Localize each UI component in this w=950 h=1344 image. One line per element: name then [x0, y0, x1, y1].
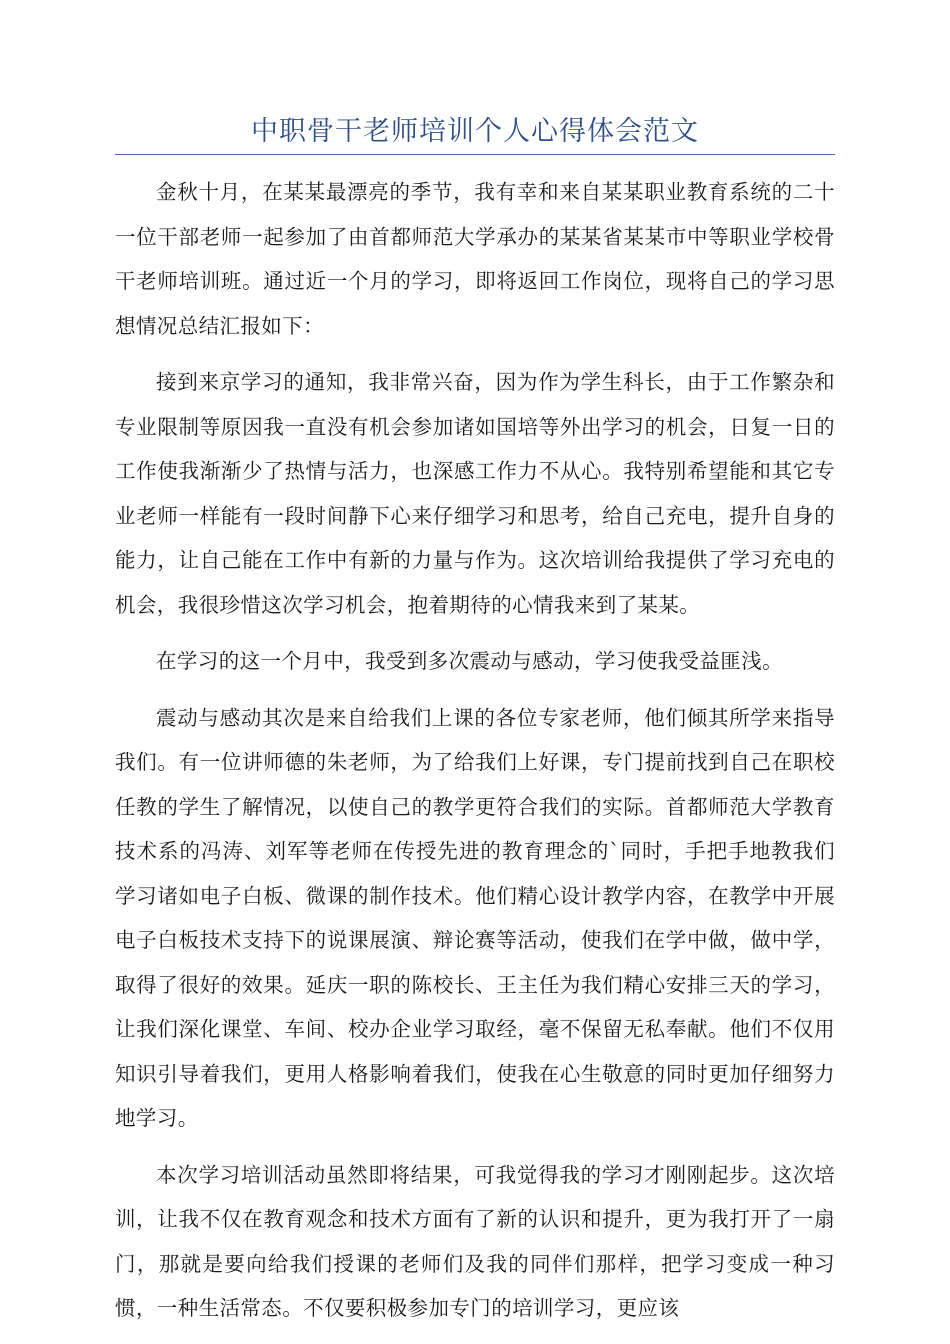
document-title: 中职骨干老师培训个人心得体会范文 — [251, 116, 699, 147]
document-body — [115, 170, 835, 1343]
paragraph-5: 本次学习培训活动虽然即将结果，可我觉得我的学习才刚刚起步。这次培训，让我不仅在教育观念和技术方面有了新的认识和提升，更为我打开了一扇门，那就是要向给我们授课的老师们及我的同伴们那样，把学习变成一种习惯，一种生活常态。不仅要积极参加专门的培训学习，更应该 — [115, 1162, 835, 1320]
paragraph-1: 金秋十月，在某某最漂亮的季节，我有幸和来自某某职业教育系统的二十一位干部老师一起参加了由首都师范大学承办的某某省某某市中等职业学校骨干老师培训班。通过近一个月的学习，即将返回工作岗位，现将自己的学习思想情况总结汇报如下： — [115, 180, 835, 338]
title-underline — [115, 154, 835, 155]
paragraph-3: 在学习的这一个月中，我受到多次震动与感动，学习使我受益匪浅。 — [156, 649, 783, 673]
paragraph-4: 震动与感动其次是来自给我们上课的各位专家老师，他们倾其所学来指导我们。有一位讲师德的朱老师，为了给我们上好课，专门提前找到自己在职校任教的学生了解情况，以使自己的教学更符合我们的实际。首都师范大学教育技术系的冯涛、刘军等老师在传授先进的教育理念的`同时，手把手地教我们学习诸如电子白板、微课的制作技术。他们精心设计教学内容，在教学中开展电子白板技术支持下的说课展演、辩论赛等活动，使我们在学中做，做中学，取得了很好的效果。延庆一职的陈校长、王主任为我们精心安排三天的学习，让我们深化课堂、车间、校办企业学习取经，毫不保留无私奉献。他们不仅用知识引导着我们，更用人格影响着我们，使我在心生敬意的同时更加仔细努力地学习。 — [115, 705, 835, 1130]
paragraph-2: 接到来京学习的通知，我非常兴奋，因为作为学生科长，由于工作繁杂和专业限制等原因我一直没有机会参加诸如国培等外出学习的机会，日复一日的工作使我渐渐少了热情与活力，也深感工作力不从心。我特别希望能和其它专业老师一样能有一段时间静下心来仔细学习和思考，给自己充电，提升自身的能力，让自己能在工作中有新的力量与作为。这次培训给我提供了学习充电的机会，我很珍惜这次学习机会，抱着期待的心情我来到了某某。 — [115, 370, 835, 617]
